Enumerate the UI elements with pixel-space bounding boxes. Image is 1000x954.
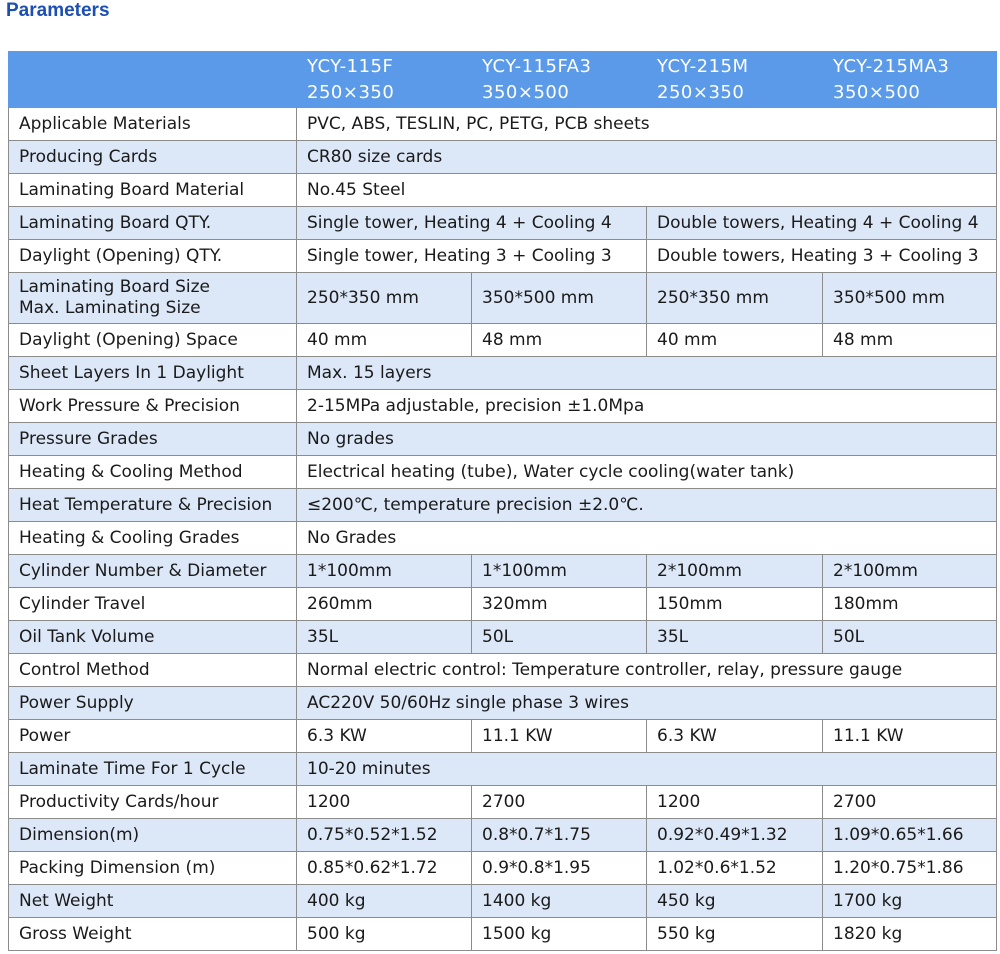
parameter-value: 0.75*0.52*1.52	[297, 819, 472, 852]
parameter-value: 0.92*0.49*1.32	[647, 819, 823, 852]
table-row	[9, 852, 997, 885]
model-name: YCY-115F	[307, 55, 394, 77]
parameter-value: Max. 15 layers	[297, 357, 997, 390]
parameter-label: Power	[9, 720, 297, 753]
parameter-label: Net Weight	[9, 885, 297, 918]
parameter-value: 48 mm	[823, 324, 997, 357]
parameter-value: 0.9*0.8*1.95	[472, 852, 647, 885]
parameter-value: 0.85*0.62*1.72	[297, 852, 472, 885]
parameter-label: Daylight (Opening) QTY.	[9, 240, 297, 273]
table-row	[9, 621, 997, 654]
table-row	[9, 456, 997, 489]
parameter-value: 1400 kg	[472, 885, 647, 918]
parameter-value: 35L	[647, 621, 823, 654]
parameter-label: Laminating Board Material	[9, 174, 297, 207]
table-row	[9, 555, 997, 588]
parameter-label: Packing Dimension (m)	[9, 852, 297, 885]
table-row	[9, 273, 997, 324]
parameter-value: 1820 kg	[823, 918, 997, 951]
parameter-label: Dimension(m)	[9, 819, 297, 852]
model-size: 250×350	[657, 81, 745, 103]
table-row	[9, 390, 997, 423]
table-row	[9, 240, 997, 273]
parameter-value: 150mm	[647, 588, 823, 621]
parameter-label: Cylinder Travel	[9, 588, 297, 621]
model-name: YCY-215MA3	[833, 55, 950, 77]
model-name: YCY-215M	[657, 55, 749, 77]
parameter-label: Laminating Board QTY.	[9, 207, 297, 240]
parameter-value: 250*350 mm	[297, 273, 472, 324]
parameter-value: 450 kg	[647, 885, 823, 918]
table-row	[9, 489, 997, 522]
parameter-value: 11.1 KW	[823, 720, 997, 753]
parameter-value: 2-15MPa adjustable, precision ±1.0Mpa	[297, 390, 997, 423]
model-size: 350×500	[482, 81, 570, 103]
parameter-value: 350*500 mm	[472, 273, 647, 324]
parameter-label: Oil Tank Volume	[9, 621, 297, 654]
parameter-value: 1200	[647, 786, 823, 819]
table-row	[9, 654, 997, 687]
parameter-value: 2*100mm	[647, 555, 823, 588]
parameter-label: Laminate Time For 1 Cycle	[9, 753, 297, 786]
parameter-value: 2*100mm	[823, 555, 997, 588]
parameter-value: 2700	[472, 786, 647, 819]
parameter-value: 6.3 KW	[297, 720, 472, 753]
header-model-cell	[647, 52, 823, 108]
parameter-value: Double towers, Heating 3 + Cooling 3	[647, 240, 997, 273]
parameter-label: Heat Temperature & Precision	[9, 489, 297, 522]
parameter-value: Electrical heating (tube), Water cycle cooling(water tank)	[297, 456, 997, 489]
table-row	[9, 753, 997, 786]
table-row	[9, 141, 997, 174]
parameter-label-line: Max. Laminating Size	[19, 298, 201, 318]
parameter-value: 1.20*0.75*1.86	[823, 852, 997, 885]
parameter-value: 1.09*0.65*1.66	[823, 819, 997, 852]
parameter-value: 400 kg	[297, 885, 472, 918]
table-row	[9, 918, 997, 951]
parameter-value: 50L	[823, 621, 997, 654]
header-model-cell	[472, 52, 647, 108]
parameter-value: PVC, ABS, TESLIN, PC, PETG, PCB sheets	[297, 108, 997, 141]
parameter-value: 40 mm	[297, 324, 472, 357]
parameter-value: Normal electric control: Temperature controller, relay, pressure gauge	[297, 654, 997, 687]
parameter-value: ≤200℃, temperature precision ±2.0℃.	[297, 489, 997, 522]
parameter-value: No.45 Steel	[297, 174, 997, 207]
parameter-value: Double towers, Heating 4 + Cooling 4	[647, 207, 997, 240]
model-size: 250×350	[307, 81, 395, 103]
parameter-label: Daylight (Opening) Space	[9, 324, 297, 357]
parameter-label: Productivity Cards/hour	[9, 786, 297, 819]
table-row	[9, 324, 997, 357]
parameter-value: 40 mm	[647, 324, 823, 357]
table-row	[9, 786, 997, 819]
parameter-value: AC220V 50/60Hz single phase 3 wires	[297, 687, 997, 720]
table-row	[9, 720, 997, 753]
parameter-value: 1.02*0.6*1.52	[647, 852, 823, 885]
parameter-label: Sheet Layers In 1 Daylight	[9, 357, 297, 390]
parameter-label: Heating & Cooling Grades	[9, 522, 297, 555]
parameters-table-body	[9, 52, 997, 951]
parameter-label: Control Method	[9, 654, 297, 687]
table-header-row	[9, 52, 997, 108]
table-row	[9, 357, 997, 390]
parameter-label: Applicable Materials	[9, 108, 297, 141]
header-model-cell	[297, 52, 472, 108]
model-name: YCY-115FA3	[482, 55, 592, 77]
parameter-value: 48 mm	[472, 324, 647, 357]
model-size: 350×500	[833, 81, 921, 103]
parameter-label: Producing Cards	[9, 141, 297, 174]
parameter-value: 1500 kg	[472, 918, 647, 951]
table-row	[9, 522, 997, 555]
table-row	[9, 207, 997, 240]
table-row	[9, 885, 997, 918]
parameters-table	[8, 51, 997, 951]
parameter-value: 250*350 mm	[647, 273, 823, 324]
parameter-value: 1700 kg	[823, 885, 997, 918]
header-corner-cell	[9, 52, 297, 108]
parameter-value: CR80 size cards	[297, 141, 997, 174]
parameter-label	[9, 273, 297, 324]
parameter-value: 180mm	[823, 588, 997, 621]
table-row	[9, 174, 997, 207]
parameter-value: 1200	[297, 786, 472, 819]
parameter-value: Single tower, Heating 4 + Cooling 4	[297, 207, 647, 240]
parameter-value: 500 kg	[297, 918, 472, 951]
parameter-label: Cylinder Number & Diameter	[9, 555, 297, 588]
parameter-value: 260mm	[297, 588, 472, 621]
parameter-label-line: Laminating Board Size	[19, 277, 210, 297]
parameter-value: 6.3 KW	[647, 720, 823, 753]
parameter-label: Pressure Grades	[9, 423, 297, 456]
table-row	[9, 819, 997, 852]
parameter-value: 320mm	[472, 588, 647, 621]
parameter-value: No Grades	[297, 522, 997, 555]
table-row	[9, 108, 997, 141]
parameter-label: Heating & Cooling Method	[9, 456, 297, 489]
parameter-label: Gross Weight	[9, 918, 297, 951]
parameter-value: 10-20 minutes	[297, 753, 997, 786]
parameter-value: 2700	[823, 786, 997, 819]
table-row	[9, 588, 997, 621]
parameter-label: Power Supply	[9, 687, 297, 720]
parameter-value: 1*100mm	[297, 555, 472, 588]
header-model-cell	[823, 52, 997, 108]
parameter-value: 0.8*0.7*1.75	[472, 819, 647, 852]
parameter-value: 550 kg	[647, 918, 823, 951]
parameter-label: Work Pressure & Precision	[9, 390, 297, 423]
page-title: Parameters	[6, 0, 110, 21]
parameter-value: 35L	[297, 621, 472, 654]
parameter-value: 1*100mm	[472, 555, 647, 588]
parameter-value: 50L	[472, 621, 647, 654]
parameter-value: No grades	[297, 423, 997, 456]
table-row	[9, 687, 997, 720]
table-row	[9, 423, 997, 456]
parameter-value: Single tower, Heating 3 + Cooling 3	[297, 240, 647, 273]
parameter-value: 11.1 KW	[472, 720, 647, 753]
parameter-value: 350*500 mm	[823, 273, 997, 324]
